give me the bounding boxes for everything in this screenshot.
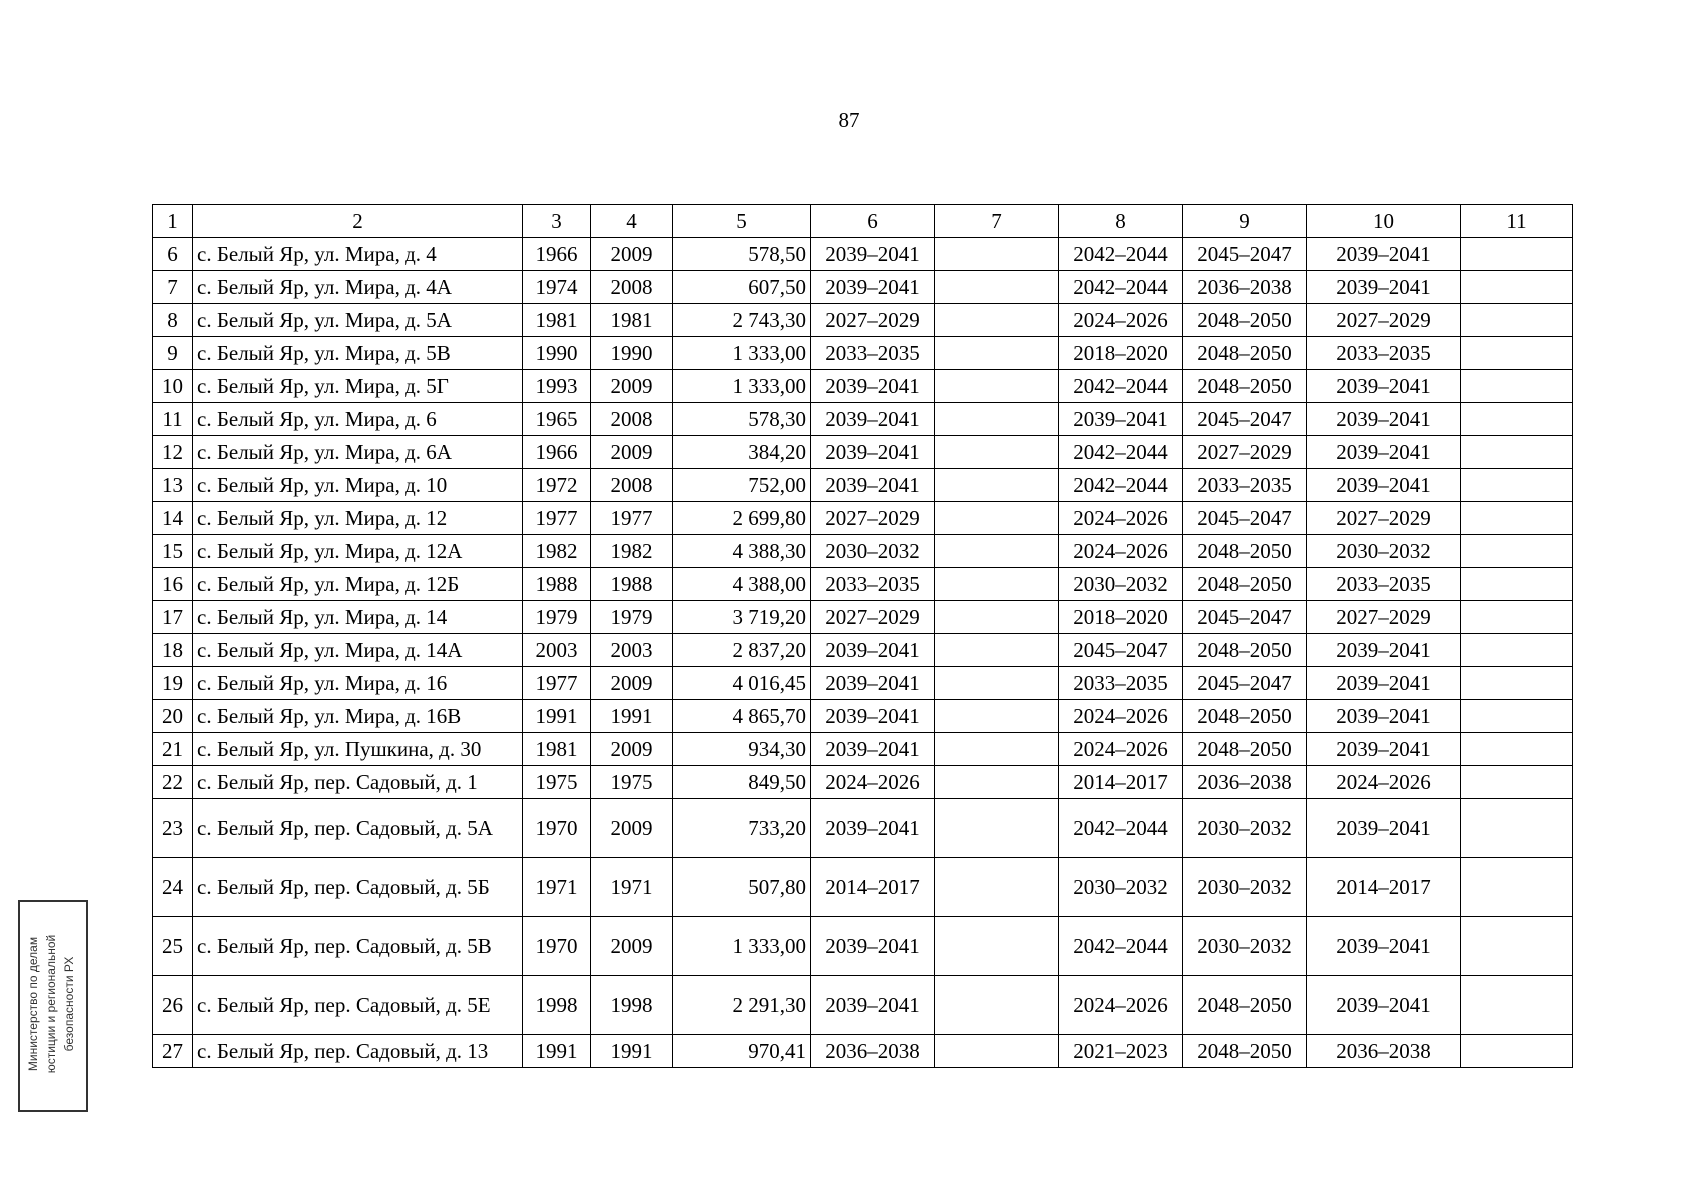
address-cell: с. Белый Яр, ул. Мира, д. 10 <box>193 469 523 502</box>
period-col11-cell <box>1461 403 1573 436</box>
period-col7-cell <box>935 799 1059 858</box>
year-col4-cell: 1988 <box>591 568 673 601</box>
row-number-cell: 19 <box>153 667 193 700</box>
period-col10-cell: 2039–2041 <box>1307 403 1461 436</box>
period-col11-cell <box>1461 502 1573 535</box>
period-col8-cell: 2042–2044 <box>1059 799 1183 858</box>
period-col8-cell: 2024–2026 <box>1059 304 1183 337</box>
period-col10-cell: 2027–2029 <box>1307 601 1461 634</box>
period-col8-cell: 2024–2026 <box>1059 976 1183 1035</box>
table-row <box>153 917 1573 976</box>
table-row <box>153 337 1573 370</box>
row-number-cell: 17 <box>153 601 193 634</box>
period-col11-cell <box>1461 766 1573 799</box>
period-col10-cell: 2030–2032 <box>1307 535 1461 568</box>
row-number-cell: 14 <box>153 502 193 535</box>
year-built-cell: 1966 <box>523 238 591 271</box>
period-col9-cell: 2048–2050 <box>1183 733 1307 766</box>
year-built-cell: 1991 <box>523 1035 591 1068</box>
address-cell: с. Белый Яр, ул. Мира, д. 4 <box>193 238 523 271</box>
period-col10-cell: 2039–2041 <box>1307 976 1461 1035</box>
period-col10-cell: 2033–2035 <box>1307 568 1461 601</box>
year-col4-cell: 1979 <box>591 601 673 634</box>
column-header-4: 4 <box>591 205 673 238</box>
table-row <box>153 700 1573 733</box>
table-row <box>153 733 1573 766</box>
year-built-cell: 1972 <box>523 469 591 502</box>
period-col8-cell: 2018–2020 <box>1059 601 1183 634</box>
period-col8-cell: 2014–2017 <box>1059 766 1183 799</box>
period-col11-cell <box>1461 1035 1573 1068</box>
column-header-2: 2 <box>193 205 523 238</box>
period-col7-cell <box>935 436 1059 469</box>
year-built-cell: 1990 <box>523 337 591 370</box>
period-col6-cell: 2036–2038 <box>811 1035 935 1068</box>
period-col7-cell <box>935 917 1059 976</box>
row-number-cell: 13 <box>153 469 193 502</box>
period-col9-cell: 2048–2050 <box>1183 1035 1307 1068</box>
period-col11-cell <box>1461 535 1573 568</box>
column-header-3: 3 <box>523 205 591 238</box>
area-cell: 1 333,00 <box>673 370 811 403</box>
period-col8-cell: 2042–2044 <box>1059 917 1183 976</box>
period-col9-cell: 2048–2050 <box>1183 634 1307 667</box>
year-built-cell: 1979 <box>523 601 591 634</box>
year-built-cell: 1974 <box>523 271 591 304</box>
period-col10-cell: 2039–2041 <box>1307 667 1461 700</box>
table-row <box>153 271 1573 304</box>
period-col9-cell: 2048–2050 <box>1183 337 1307 370</box>
period-col11-cell <box>1461 337 1573 370</box>
period-col7-cell <box>935 403 1059 436</box>
row-number-cell: 26 <box>153 976 193 1035</box>
period-col11-cell <box>1461 799 1573 858</box>
period-col6-cell: 2039–2041 <box>811 469 935 502</box>
period-col8-cell: 2042–2044 <box>1059 436 1183 469</box>
period-col9-cell: 2045–2047 <box>1183 403 1307 436</box>
period-col11-cell <box>1461 634 1573 667</box>
period-col10-cell: 2033–2035 <box>1307 337 1461 370</box>
year-built-cell: 1998 <box>523 976 591 1035</box>
period-col10-cell: 2039–2041 <box>1307 469 1461 502</box>
row-number-cell: 12 <box>153 436 193 469</box>
period-col7-cell <box>935 337 1059 370</box>
period-col10-cell: 2039–2041 <box>1307 700 1461 733</box>
period-col6-cell: 2014–2017 <box>811 858 935 917</box>
period-col7-cell <box>935 568 1059 601</box>
period-col9-cell: 2030–2032 <box>1183 917 1307 976</box>
year-built-cell: 1965 <box>523 403 591 436</box>
period-col9-cell: 2036–2038 <box>1183 271 1307 304</box>
area-cell: 3 719,20 <box>673 601 811 634</box>
address-cell: с. Белый Яр, пер. Садовый, д. 13 <box>193 1035 523 1068</box>
period-col6-cell: 2027–2029 <box>811 502 935 535</box>
period-col10-cell: 2039–2041 <box>1307 436 1461 469</box>
area-cell: 4 016,45 <box>673 667 811 700</box>
period-col9-cell: 2045–2047 <box>1183 667 1307 700</box>
year-built-cell: 1970 <box>523 799 591 858</box>
period-col8-cell: 2042–2044 <box>1059 271 1183 304</box>
address-cell: с. Белый Яр, ул. Мира, д. 5Г <box>193 370 523 403</box>
period-col7-cell <box>935 634 1059 667</box>
address-cell: с. Белый Яр, ул. Мира, д. 16В <box>193 700 523 733</box>
row-number-cell: 9 <box>153 337 193 370</box>
period-col8-cell: 2021–2023 <box>1059 1035 1183 1068</box>
period-col6-cell: 2039–2041 <box>811 370 935 403</box>
period-col10-cell: 2039–2041 <box>1307 917 1461 976</box>
period-col9-cell: 2030–2032 <box>1183 799 1307 858</box>
period-col11-cell <box>1461 601 1573 634</box>
address-cell: с. Белый Яр, ул. Мира, д. 16 <box>193 667 523 700</box>
row-number-cell: 25 <box>153 917 193 976</box>
year-col4-cell: 1977 <box>591 502 673 535</box>
period-col7-cell <box>935 700 1059 733</box>
table-row <box>153 535 1573 568</box>
row-number-cell: 6 <box>153 238 193 271</box>
area-cell: 1 333,00 <box>673 917 811 976</box>
period-col9-cell: 2033–2035 <box>1183 469 1307 502</box>
table-row <box>153 976 1573 1035</box>
address-cell: с. Белый Яр, ул. Мира, д. 5В <box>193 337 523 370</box>
period-col11-cell <box>1461 436 1573 469</box>
period-col11-cell <box>1461 733 1573 766</box>
address-cell: с. Белый Яр, ул. Мира, д. 14 <box>193 601 523 634</box>
area-cell: 2 743,30 <box>673 304 811 337</box>
year-col4-cell: 2009 <box>591 917 673 976</box>
year-built-cell: 1988 <box>523 568 591 601</box>
period-col10-cell: 2024–2026 <box>1307 766 1461 799</box>
table-row <box>153 634 1573 667</box>
period-col11-cell <box>1461 271 1573 304</box>
period-col9-cell: 2048–2050 <box>1183 700 1307 733</box>
table-row <box>153 469 1573 502</box>
column-header-7: 7 <box>935 205 1059 238</box>
period-col11-cell <box>1461 238 1573 271</box>
period-col8-cell: 2024–2026 <box>1059 700 1183 733</box>
table-row <box>153 766 1573 799</box>
period-col10-cell: 2039–2041 <box>1307 799 1461 858</box>
period-col6-cell: 2027–2029 <box>811 304 935 337</box>
year-col4-cell: 1991 <box>591 1035 673 1068</box>
address-cell: с. Белый Яр, пер. Садовый, д. 5А <box>193 799 523 858</box>
period-col8-cell: 2024–2026 <box>1059 733 1183 766</box>
stamp-text: Министерство по делам юстиции и региональной безопасности РХ <box>26 934 76 1074</box>
table-row <box>153 436 1573 469</box>
period-col10-cell: 2027–2029 <box>1307 502 1461 535</box>
row-number-cell: 8 <box>153 304 193 337</box>
period-col6-cell: 2039–2041 <box>811 799 935 858</box>
period-col6-cell: 2030–2032 <box>811 535 935 568</box>
period-col11-cell <box>1461 568 1573 601</box>
year-col4-cell: 2009 <box>591 436 673 469</box>
period-col6-cell: 2027–2029 <box>811 601 935 634</box>
area-cell: 733,20 <box>673 799 811 858</box>
address-cell: с. Белый Яр, ул. Мира, д. 6А <box>193 436 523 469</box>
area-cell: 934,30 <box>673 733 811 766</box>
year-col4-cell: 2008 <box>591 403 673 436</box>
table-row <box>153 601 1573 634</box>
period-col8-cell: 2039–2041 <box>1059 403 1183 436</box>
table-row <box>153 799 1573 858</box>
period-col8-cell: 2045–2047 <box>1059 634 1183 667</box>
period-col7-cell <box>935 238 1059 271</box>
table-row <box>153 1035 1573 1068</box>
year-built-cell: 1982 <box>523 535 591 568</box>
period-col6-cell: 2033–2035 <box>811 337 935 370</box>
period-col6-cell: 2039–2041 <box>811 733 935 766</box>
period-col7-cell <box>935 370 1059 403</box>
year-built-cell: 1977 <box>523 667 591 700</box>
area-cell: 2 291,30 <box>673 976 811 1035</box>
area-cell: 4 388,00 <box>673 568 811 601</box>
address-cell: с. Белый Яр, ул. Мира, д. 6 <box>193 403 523 436</box>
table-row <box>153 304 1573 337</box>
period-col7-cell <box>935 502 1059 535</box>
column-header-11: 11 <box>1461 205 1573 238</box>
address-cell: с. Белый Яр, пер. Садовый, д. 1 <box>193 766 523 799</box>
row-number-cell: 10 <box>153 370 193 403</box>
period-col10-cell: 2027–2029 <box>1307 304 1461 337</box>
year-built-cell: 2003 <box>523 634 591 667</box>
area-cell: 578,50 <box>673 238 811 271</box>
row-number-cell: 7 <box>153 271 193 304</box>
area-cell: 4 388,30 <box>673 535 811 568</box>
row-number-cell: 21 <box>153 733 193 766</box>
column-header-9: 9 <box>1183 205 1307 238</box>
period-col9-cell: 2045–2047 <box>1183 601 1307 634</box>
year-col4-cell: 2003 <box>591 634 673 667</box>
period-col6-cell: 2039–2041 <box>811 634 935 667</box>
period-col11-cell <box>1461 469 1573 502</box>
period-col6-cell: 2039–2041 <box>811 976 935 1035</box>
row-number-cell: 27 <box>153 1035 193 1068</box>
row-number-cell: 20 <box>153 700 193 733</box>
page-number: 87 <box>838 108 860 132</box>
area-cell: 4 865,70 <box>673 700 811 733</box>
period-col9-cell: 2036–2038 <box>1183 766 1307 799</box>
period-col8-cell: 2042–2044 <box>1059 238 1183 271</box>
year-col4-cell: 1975 <box>591 766 673 799</box>
table-row <box>153 858 1573 917</box>
year-col4-cell: 2008 <box>591 271 673 304</box>
period-col6-cell: 2039–2041 <box>811 271 935 304</box>
period-col6-cell: 2039–2041 <box>811 667 935 700</box>
period-col6-cell: 2033–2035 <box>811 568 935 601</box>
period-col8-cell: 2024–2026 <box>1059 535 1183 568</box>
address-cell: с. Белый Яр, ул. Мира, д. 12 <box>193 502 523 535</box>
year-built-cell: 1971 <box>523 858 591 917</box>
period-col11-cell <box>1461 667 1573 700</box>
table-row <box>153 502 1573 535</box>
table-row <box>153 370 1573 403</box>
period-col9-cell: 2048–2050 <box>1183 568 1307 601</box>
year-col4-cell: 1991 <box>591 700 673 733</box>
period-col11-cell <box>1461 976 1573 1035</box>
row-number-cell: 11 <box>153 403 193 436</box>
year-built-cell: 1975 <box>523 766 591 799</box>
table-body <box>153 238 1573 1068</box>
period-col10-cell: 2039–2041 <box>1307 733 1461 766</box>
row-number-cell: 23 <box>153 799 193 858</box>
period-col8-cell: 2024–2026 <box>1059 502 1183 535</box>
period-col7-cell <box>935 976 1059 1035</box>
table-row <box>153 667 1573 700</box>
year-col4-cell: 1982 <box>591 535 673 568</box>
period-col7-cell <box>935 304 1059 337</box>
year-col4-cell: 2009 <box>591 667 673 700</box>
address-cell: с. Белый Яр, ул. Мира, д. 5А <box>193 304 523 337</box>
year-built-cell: 1970 <box>523 917 591 976</box>
area-cell: 578,30 <box>673 403 811 436</box>
table-row <box>153 238 1573 271</box>
area-cell: 752,00 <box>673 469 811 502</box>
period-col11-cell <box>1461 917 1573 976</box>
area-cell: 970,41 <box>673 1035 811 1068</box>
housing-register-table <box>152 204 1573 1068</box>
area-cell: 507,80 <box>673 858 811 917</box>
address-cell: с. Белый Яр, ул. Мира, д. 14А <box>193 634 523 667</box>
period-col7-cell <box>935 271 1059 304</box>
period-col9-cell: 2045–2047 <box>1183 238 1307 271</box>
year-built-cell: 1993 <box>523 370 591 403</box>
period-col6-cell: 2039–2041 <box>811 403 935 436</box>
year-col4-cell: 2009 <box>591 799 673 858</box>
address-cell: с. Белый Яр, ул. Мира, д. 4А <box>193 271 523 304</box>
period-col9-cell: 2048–2050 <box>1183 304 1307 337</box>
year-built-cell: 1966 <box>523 436 591 469</box>
period-col9-cell: 2045–2047 <box>1183 502 1307 535</box>
period-col9-cell: 2048–2050 <box>1183 370 1307 403</box>
column-header-5: 5 <box>673 205 811 238</box>
address-cell: с. Белый Яр, пер. Садовый, д. 5Е <box>193 976 523 1035</box>
period-col7-cell <box>935 766 1059 799</box>
period-col10-cell: 2036–2038 <box>1307 1035 1461 1068</box>
year-built-cell: 1991 <box>523 700 591 733</box>
table-row <box>153 403 1573 436</box>
address-cell: с. Белый Яр, пер. Садовый, д. 5Б <box>193 858 523 917</box>
table-header-row <box>153 205 1573 238</box>
column-header-8: 8 <box>1059 205 1183 238</box>
year-col4-cell: 2008 <box>591 469 673 502</box>
period-col8-cell: 2030–2032 <box>1059 858 1183 917</box>
year-built-cell: 1977 <box>523 502 591 535</box>
period-col8-cell: 2030–2032 <box>1059 568 1183 601</box>
year-col4-cell: 2009 <box>591 733 673 766</box>
address-cell: с. Белый Яр, ул. Мира, д. 12Б <box>193 568 523 601</box>
period-col7-cell <box>935 733 1059 766</box>
period-col11-cell <box>1461 304 1573 337</box>
period-col10-cell: 2039–2041 <box>1307 271 1461 304</box>
period-col11-cell <box>1461 700 1573 733</box>
row-number-cell: 22 <box>153 766 193 799</box>
year-col4-cell: 1981 <box>591 304 673 337</box>
period-col10-cell: 2014–2017 <box>1307 858 1461 917</box>
period-col7-cell <box>935 858 1059 917</box>
archive-stamp <box>18 900 88 1112</box>
row-number-cell: 15 <box>153 535 193 568</box>
period-col9-cell: 2048–2050 <box>1183 976 1307 1035</box>
period-col10-cell: 2039–2041 <box>1307 238 1461 271</box>
year-col4-cell: 2009 <box>591 238 673 271</box>
period-col9-cell: 2027–2029 <box>1183 436 1307 469</box>
row-number-cell: 24 <box>153 858 193 917</box>
address-cell: с. Белый Яр, пер. Садовый, д. 5В <box>193 917 523 976</box>
period-col6-cell: 2039–2041 <box>811 436 935 469</box>
column-header-6: 6 <box>811 205 935 238</box>
period-col11-cell <box>1461 858 1573 917</box>
year-col4-cell: 2009 <box>591 370 673 403</box>
year-col4-cell: 1971 <box>591 858 673 917</box>
area-cell: 2 699,80 <box>673 502 811 535</box>
period-col9-cell: 2030–2032 <box>1183 858 1307 917</box>
period-col10-cell: 2039–2041 <box>1307 634 1461 667</box>
table-row <box>153 568 1573 601</box>
column-header-10: 10 <box>1307 205 1461 238</box>
row-number-cell: 16 <box>153 568 193 601</box>
period-col7-cell <box>935 667 1059 700</box>
period-col6-cell: 2039–2041 <box>811 917 935 976</box>
area-cell: 2 837,20 <box>673 634 811 667</box>
period-col7-cell <box>935 535 1059 568</box>
address-cell: с. Белый Яр, ул. Мира, д. 12А <box>193 535 523 568</box>
period-col8-cell: 2042–2044 <box>1059 469 1183 502</box>
period-col8-cell: 2042–2044 <box>1059 370 1183 403</box>
period-col6-cell: 2039–2041 <box>811 238 935 271</box>
period-col11-cell <box>1461 370 1573 403</box>
area-cell: 1 333,00 <box>673 337 811 370</box>
period-col8-cell: 2018–2020 <box>1059 337 1183 370</box>
period-col7-cell <box>935 469 1059 502</box>
row-number-cell: 18 <box>153 634 193 667</box>
column-header-1: 1 <box>153 205 193 238</box>
address-cell: с. Белый Яр, ул. Пушкина, д. 30 <box>193 733 523 766</box>
year-built-cell: 1981 <box>523 733 591 766</box>
year-col4-cell: 1990 <box>591 337 673 370</box>
period-col6-cell: 2039–2041 <box>811 700 935 733</box>
area-cell: 607,50 <box>673 271 811 304</box>
area-cell: 849,50 <box>673 766 811 799</box>
period-col7-cell <box>935 601 1059 634</box>
period-col10-cell: 2039–2041 <box>1307 370 1461 403</box>
period-col8-cell: 2033–2035 <box>1059 667 1183 700</box>
area-cell: 384,20 <box>673 436 811 469</box>
period-col7-cell <box>935 1035 1059 1068</box>
year-col4-cell: 1998 <box>591 976 673 1035</box>
year-built-cell: 1981 <box>523 304 591 337</box>
period-col6-cell: 2024–2026 <box>811 766 935 799</box>
period-col9-cell: 2048–2050 <box>1183 535 1307 568</box>
